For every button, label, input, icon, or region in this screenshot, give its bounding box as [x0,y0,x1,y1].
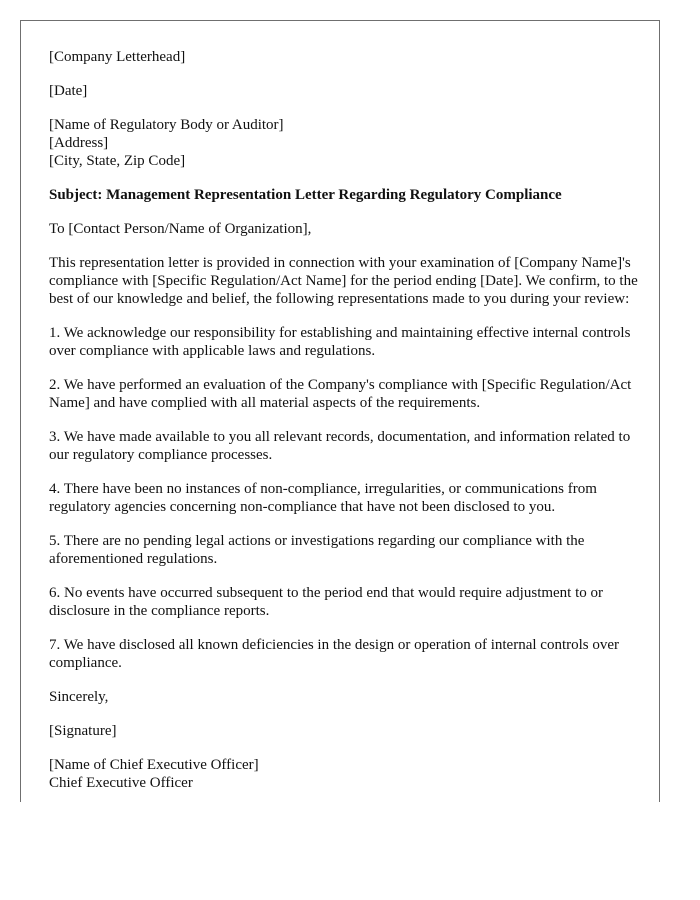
recipient-name: [Name of Regulatory Body or Auditor] [49,117,284,133]
letterhead: [Company Letterhead] [49,49,186,65]
signer-name: [Name of Chief Executive Officer] [49,757,259,773]
representation-item: 5. There are no pending legal actions or investigations regarding our compliance with the aforementioned regulations. [49,533,585,567]
representation-item: 3. We have made available to you all relevant records, documentation, and information related to our regulatory compliance processes. [49,429,631,463]
closing: Sincerely, [49,689,109,705]
subject-line: Subject: Management Representation Letter Regarding Regulatory Compliance [49,187,562,203]
representation-item: 1. We acknowledge our responsibility for establishing and maintaining effective internal controls over compliance with applicable laws and regulations. [49,325,631,359]
signature-placeholder: [Signature] [49,723,117,739]
representation-item: 4. There have been no instances of non-compliance, irregularities, or communications from regulatory agencies concerning non-compliance that have not been disclosed to you. [49,481,597,515]
recipient-city-state-zip: [City, State, Zip Code] [49,153,186,169]
salutation: To [Contact Person/Name of Organization], [49,221,312,237]
representation-item: 6. No events have occurred subsequent to the period end that would require adjustment to or disclosure in the compliance reports. [49,585,604,619]
signer-title: Chief Executive Officer [49,775,193,791]
letter-date: [Date] [49,83,88,99]
intro-paragraph: This representation letter is provided in connection with your examination of [Company Name]'s compliance with [Specific Regulation/Act Name] for the period ending [Date]. We confirm, to the best of our knowledge and belief, the following representations made to you during your review: [49,255,638,307]
recipient-address-block [49,116,639,170]
letter-page [20,20,660,802]
signer-block [49,756,639,792]
representation-item: 7. We have disclosed all known deficiencies in the design or operation of internal controls over compliance. [49,637,620,671]
letter-body [49,48,639,792]
representation-item: 2. We have performed an evaluation of the Company's compliance with [Specific Regulation/Act Name] and have complied with all material aspects of the requirements. [49,377,632,411]
recipient-address: [Address] [49,135,109,151]
